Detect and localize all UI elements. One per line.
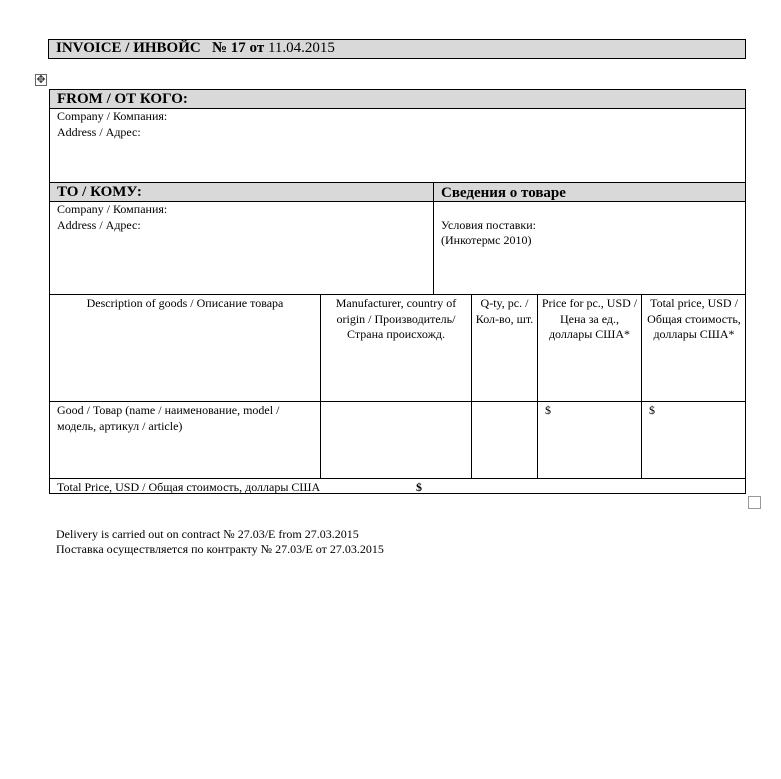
from-title: FROM / ОТ КОГО:: [57, 91, 188, 107]
table-resize-handle[interactable]: [748, 496, 761, 509]
goods-row-total: $: [649, 403, 655, 417]
table-move-handle-icon[interactable]: ✥: [36, 73, 46, 86]
col-header-qty: Q-ty, pc. / Кол-во, шт.: [475, 296, 534, 326]
delivery-terms-label: Условия поставки:: [441, 218, 536, 232]
col-header-description: Description of goods / Описание товара: [86, 296, 284, 310]
incoterms-label: (Инкотермс 2010): [441, 233, 532, 247]
goods-info-title: Сведения о товаре: [441, 185, 566, 201]
invoice-label: INVOICE / ИНВОЙС: [56, 40, 201, 56]
delivery-note-en: Delivery is carried out on contract № 27.03/E from 27.03.2015: [56, 527, 359, 541]
invoice-number: № 17 от: [211, 40, 265, 56]
total-price-label: Total Price, USD / Общая стоимость, доллары США: [57, 480, 321, 494]
invoice-date: 11.04.2015: [267, 40, 335, 56]
col-header-manufacturer: [324, 296, 468, 343]
to-company-label: Company / Компания:: [57, 202, 168, 216]
goods-row-price: $: [545, 403, 551, 417]
delivery-note-ru: Поставка осуществляется по контракту № 27.03/E от 27.03.2015: [56, 542, 384, 556]
to-header-bg: [49, 182, 746, 201]
invoice-header: [48, 39, 746, 59]
col-header-total: Total price, USD / Общая стоимость, доллары США*: [647, 296, 741, 341]
to-title: TO / КОМУ:: [57, 184, 142, 200]
total-price-currency: $: [416, 480, 422, 494]
from-address-label: Address / Адрес:: [57, 125, 141, 139]
col-header-price: Price for pc., USD / Цена за ед., доллары США*: [541, 296, 638, 341]
col-header-manufacturer-text: Manufacturer, country of origin / Производитель/Страна происхожд.: [335, 296, 457, 341]
from-company-label: Company / Компания:: [57, 109, 168, 123]
goods-row-description: Good / Товар (name / наименование, model / модель, артикул / article): [57, 403, 280, 433]
to-address-label: Address / Адрес:: [57, 218, 141, 232]
